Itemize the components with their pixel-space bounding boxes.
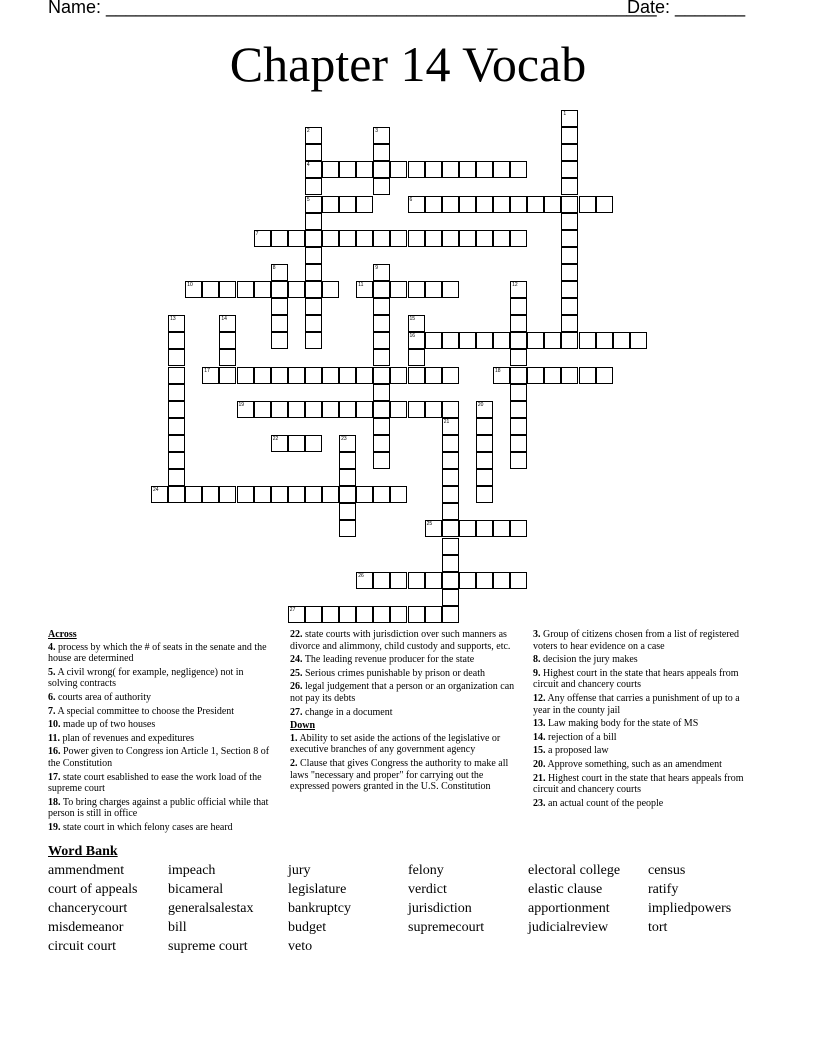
page-title: Chapter 14 Vocab — [229, 36, 587, 92]
crossword-cell[interactable] — [408, 572, 425, 589]
crossword-cell[interactable] — [561, 247, 578, 264]
crossword-cell[interactable] — [442, 435, 459, 452]
clue-down-13: 13. Law making body for the state of MS — [533, 718, 699, 730]
crossword-cell[interactable] — [476, 452, 493, 469]
crossword-cell[interactable] — [288, 367, 305, 384]
clues-column-1 — [48, 629, 270, 836]
crossword-cell[interactable] — [305, 247, 322, 264]
crossword-cell[interactable] — [305, 230, 322, 247]
crossword-cell[interactable] — [425, 401, 442, 418]
clue-number-label: 27 — [289, 606, 296, 613]
crossword-cell[interactable] — [390, 401, 407, 418]
clue-across-16: 16. Power given to Congress ion Article 1, Section 8 of the Constitution — [48, 746, 270, 769]
crossword-cell[interactable] — [271, 298, 288, 315]
crossword-cell[interactable] — [322, 606, 339, 623]
crossword-cell[interactable] — [254, 367, 271, 384]
crossword-cell[interactable] — [510, 230, 527, 247]
crossword-cell[interactable] — [476, 196, 493, 213]
crossword-cell[interactable] — [305, 606, 322, 623]
crossword-cell[interactable] — [339, 230, 356, 247]
crossword-cell[interactable] — [408, 401, 425, 418]
word-bank — [48, 863, 768, 958]
crossword-cell[interactable] — [596, 196, 613, 213]
clue-down-15: 15. a proposed law — [533, 745, 609, 757]
clue-number-label: 10 — [187, 282, 193, 288]
crossword-cell[interactable] — [356, 196, 373, 213]
crossword-cell[interactable] — [561, 281, 578, 298]
clue-across-27: 27. change in a document — [290, 706, 393, 718]
clue-down-12: 12. Any offense that carries a punishment of up to a year in the county jail — [533, 692, 740, 716]
clue-across-6: 6. courts area of authority — [48, 691, 152, 703]
crossword-cell[interactable] — [442, 401, 459, 418]
word-bank-item: veto — [288, 939, 313, 954]
crossword-cell[interactable] — [442, 332, 459, 349]
crossword-cell[interactable] — [425, 281, 442, 298]
crossword-cell[interactable] — [596, 367, 613, 384]
clue-down-20: 20. Approve something, such as an amendment — [533, 758, 722, 770]
clue-number-label: 23 — [341, 435, 347, 442]
name-field-label[interactable]: Name: _______________________________________________________ — [48, 0, 657, 17]
crossword-cell[interactable] — [476, 332, 493, 349]
crossword-cell[interactable] — [442, 196, 459, 213]
clue-number-label: 18 — [495, 367, 501, 374]
crossword-cell[interactable] — [561, 367, 578, 384]
clue-number-label: 22 — [272, 435, 279, 442]
clue-across-5: 5. A civil wrong( for example, negligence) not in solving contracts — [48, 666, 244, 690]
crossword-cell[interactable] — [271, 486, 288, 503]
crossword-cell[interactable] — [510, 418, 527, 435]
crossword-cell[interactable] — [373, 298, 390, 315]
crossword-cell[interactable] — [476, 520, 493, 537]
crossword-cell[interactable] — [322, 281, 339, 298]
clue-number-label: 13 — [170, 316, 176, 323]
word-bank-item: impliedpowers — [648, 901, 732, 916]
crossword-cell[interactable] — [425, 161, 442, 178]
crossword-cell[interactable] — [373, 401, 390, 418]
crossword-cell[interactable] — [493, 520, 510, 537]
crossword-cell[interactable] — [442, 503, 459, 520]
crossword-cell[interactable] — [561, 196, 578, 213]
crossword-cell[interactable] — [373, 384, 390, 401]
crossword-cell[interactable] — [168, 367, 185, 384]
crossword-cell[interactable] — [237, 486, 254, 503]
crossword-cell[interactable] — [442, 538, 459, 555]
crossword-cell[interactable] — [561, 264, 578, 281]
clue-across-22: 22. state courts with jurisdiction over such manners as divorce and alimmony, child custody and supports, etc. — [290, 629, 511, 652]
crossword-cell[interactable] — [254, 281, 271, 298]
crossword-cell[interactable] — [390, 230, 407, 247]
crossword-cell[interactable] — [579, 332, 596, 349]
crossword-cell[interactable] — [527, 332, 544, 349]
crossword-cell[interactable] — [561, 298, 578, 315]
crossword-cell[interactable] — [373, 486, 390, 503]
crossword-cell[interactable] — [561, 144, 578, 161]
crossword-cell[interactable] — [510, 367, 527, 384]
word-bank-item: misdemeanor — [48, 920, 124, 935]
crossword-cell[interactable] — [425, 332, 442, 349]
word-bank-item: bankruptcy — [288, 901, 351, 916]
word-bank-item: budget — [288, 920, 327, 935]
clue-down-21: 21. Highest court in the state that hears appeals from circuit and chancery courts — [533, 772, 744, 796]
crossword-cell[interactable] — [390, 606, 407, 623]
clue-across-11: 11. plan of revenues and expeditures — [48, 732, 195, 744]
crossword-cell[interactable] — [305, 144, 322, 161]
crossword-cell[interactable] — [442, 572, 459, 589]
word-bank-item: bicameral — [168, 882, 224, 897]
crossword-cell[interactable] — [339, 401, 356, 418]
crossword-cell[interactable] — [288, 486, 305, 503]
clue-number-label: 24 — [153, 487, 159, 494]
crossword-cell[interactable] — [510, 452, 527, 469]
crossword-cell[interactable] — [339, 196, 356, 213]
crossword-cell[interactable] — [510, 315, 527, 332]
crossword-cell[interactable] — [493, 572, 510, 589]
crossword-cell[interactable] — [339, 161, 356, 178]
crossword-cell[interactable] — [579, 367, 596, 384]
crossword-cell[interactable] — [408, 367, 425, 384]
crossword-cell[interactable] — [373, 161, 390, 178]
crossword-cell[interactable] — [356, 367, 373, 384]
crossword-cell[interactable] — [185, 486, 202, 503]
crossword-cell[interactable] — [373, 418, 390, 435]
crossword-cell[interactable] — [168, 401, 185, 418]
crossword-cell[interactable] — [373, 367, 390, 384]
crossword-cell[interactable] — [305, 178, 322, 195]
clue-number-label: 12 — [512, 282, 518, 288]
word-bank-item: supreme court — [168, 939, 248, 954]
clue-down-14: 14. rejection of a bill — [533, 731, 617, 743]
clue-number-label: 9 — [375, 264, 379, 271]
word-bank-title: Word Bank — [48, 844, 118, 859]
crossword-cell[interactable] — [168, 469, 185, 486]
clue-number-label: 4 — [306, 162, 310, 169]
crossword-cell[interactable] — [305, 486, 322, 503]
clue-across-26: 26. legal judgement that a person or an organization can not pay its debts — [290, 681, 515, 704]
crossword-cell[interactable] — [322, 486, 339, 503]
crossword-cell[interactable] — [390, 572, 407, 589]
word-bank-item: ammendment — [48, 863, 125, 878]
crossword-cell[interactable] — [442, 281, 459, 298]
crossword-cell[interactable] — [476, 435, 493, 452]
word-bank-item: legislature — [288, 882, 347, 897]
crossword-cell[interactable] — [305, 213, 322, 230]
crossword-cell[interactable] — [237, 281, 254, 298]
crossword-cell[interactable] — [322, 196, 339, 213]
clue-number-label: 19 — [238, 401, 245, 408]
crossword-cell[interactable] — [510, 298, 527, 315]
crossword-cell[interactable] — [442, 555, 459, 572]
clue-number-label: 15 — [409, 316, 416, 323]
crossword-cell[interactable] — [459, 520, 476, 537]
crossword-cell[interactable] — [305, 281, 322, 298]
crossword-cell[interactable] — [373, 281, 390, 298]
crossword-cell[interactable] — [356, 230, 373, 247]
crossword-cell[interactable] — [596, 332, 613, 349]
crossword-cell[interactable] — [356, 606, 373, 623]
clue-down-9: 9. Highest court in the state that hears appeals from circuit and chancery courts — [533, 667, 739, 691]
crossword-cell[interactable] — [442, 452, 459, 469]
crossword-cell[interactable] — [322, 367, 339, 384]
crossword-cell[interactable] — [322, 401, 339, 418]
clue-number-label: 14 — [221, 316, 227, 323]
clue-down-2: 2. Clause that gives Congress the authority to make all laws "necessary and proper" for carrying out the expressed powers granted in the U.S. Constitution — [290, 757, 509, 793]
clue-number-label: 8 — [272, 264, 276, 271]
date-field-label[interactable]: Date: _______ — [627, 0, 746, 17]
crossword-cell[interactable] — [510, 349, 527, 366]
crossword-cell[interactable] — [339, 469, 356, 486]
word-bank-item: judicialreview — [528, 920, 609, 935]
word-bank-item: court of appeals — [48, 882, 138, 897]
crossword-cell[interactable] — [425, 196, 442, 213]
crossword-cell[interactable] — [390, 486, 407, 503]
crossword-cell[interactable] — [510, 332, 527, 349]
crossword-cell[interactable] — [442, 606, 459, 623]
crossword-cell[interactable] — [288, 281, 305, 298]
crossword-cell[interactable] — [271, 230, 288, 247]
word-bank-item: impeach — [168, 863, 216, 878]
crossword-cell[interactable] — [237, 367, 254, 384]
crossword-cell[interactable] — [613, 332, 630, 349]
crossword-cell[interactable] — [561, 127, 578, 144]
crossword-cell[interactable] — [425, 606, 442, 623]
crossword-cell[interactable] — [510, 384, 527, 401]
crossword-cell[interactable] — [561, 332, 578, 349]
word-bank-item: apportionment — [528, 901, 610, 916]
crossword-cell[interactable] — [408, 161, 425, 178]
clue-across-18: 18. To bring charges against a public official while that person is still in office — [48, 796, 269, 820]
crossword-cell[interactable] — [373, 349, 390, 366]
crossword-cell[interactable] — [168, 384, 185, 401]
clue-number-label: 26 — [358, 572, 364, 579]
crossword-cell[interactable] — [373, 452, 390, 469]
crossword-cell[interactable] — [510, 196, 527, 213]
crossword-cell[interactable] — [339, 486, 356, 503]
crossword-cell[interactable] — [493, 196, 510, 213]
crossword-cell[interactable] — [630, 332, 647, 349]
crossword-cell[interactable] — [493, 332, 510, 349]
word-bank-item: ratify — [648, 882, 679, 897]
crossword-cell[interactable] — [322, 161, 339, 178]
clue-down-1: 1. Ability to set aside the actions of the legislative or executive branches of any government agency — [290, 732, 501, 756]
clues-column-2 — [290, 629, 520, 795]
crossword-cell[interactable] — [271, 332, 288, 349]
crossword-cell[interactable] — [168, 486, 185, 503]
clue-down-3: 3. Group of citizens chosen from a list of registered voters to hear evidence on a case — [533, 629, 740, 652]
crossword-cell[interactable] — [219, 367, 236, 384]
word-bank-item: verdict — [408, 882, 447, 897]
crossword-cell[interactable] — [305, 315, 322, 332]
crossword-cell[interactable] — [493, 230, 510, 247]
clue-number-label: 16 — [409, 333, 416, 340]
crossword-cell[interactable] — [288, 401, 305, 418]
crossword-cell[interactable] — [168, 418, 185, 435]
crossword-cell[interactable] — [442, 161, 459, 178]
crossword-cell[interactable] — [168, 332, 185, 349]
clue-across-25: 25. Serious crimes punishable by prison or death — [290, 667, 485, 679]
crossword-cell[interactable] — [339, 520, 356, 537]
crossword-cell[interactable] — [510, 161, 527, 178]
crossword-cell[interactable] — [219, 332, 236, 349]
crossword-cell[interactable] — [493, 161, 510, 178]
crossword-cell[interactable] — [305, 435, 322, 452]
crossword-cell[interactable] — [168, 435, 185, 452]
crossword-cell[interactable] — [202, 486, 219, 503]
clue-across-7: 7. A special committee to choose the President — [48, 705, 235, 717]
crossword-cell[interactable] — [305, 401, 322, 418]
crossword-cell[interactable] — [561, 178, 578, 195]
crossword-cell[interactable] — [390, 161, 407, 178]
crossword-cell[interactable] — [510, 401, 527, 418]
crossword-cell[interactable] — [254, 486, 271, 503]
across-heading: Across — [48, 629, 77, 640]
clue-down-8: 8. decision the jury makes — [533, 654, 638, 666]
clue-across-19: 19. state court in which felony cases are heard — [48, 821, 233, 833]
clue-number-label: 20 — [477, 401, 484, 408]
crossword-cell[interactable] — [442, 469, 459, 486]
crossword-cell[interactable] — [305, 332, 322, 349]
crossword-cell[interactable] — [339, 503, 356, 520]
clue-number-label: 21 — [443, 418, 450, 425]
crossword-cell[interactable] — [408, 349, 425, 366]
crossword-cell[interactable] — [373, 144, 390, 161]
crossword-cell[interactable] — [476, 161, 493, 178]
crossword-cell[interactable] — [271, 367, 288, 384]
word-bank-item: circuit court — [48, 939, 117, 954]
crossword-cell[interactable] — [305, 367, 322, 384]
crossword-cell[interactable] — [373, 606, 390, 623]
clues-column-3 — [533, 629, 755, 811]
crossword-cell[interactable] — [373, 332, 390, 349]
word-bank-item: tort — [648, 920, 668, 935]
crossword-cell[interactable] — [339, 367, 356, 384]
crossword-cell[interactable] — [442, 367, 459, 384]
word-bank-item: jurisdiction — [408, 901, 472, 916]
clue-number-label: 25 — [426, 521, 433, 528]
crossword-cell[interactable] — [288, 230, 305, 247]
crossword-cell[interactable] — [271, 401, 288, 418]
crossword-cell[interactable] — [202, 281, 219, 298]
crossword-cell[interactable] — [579, 196, 596, 213]
clue-number-label: 6 — [409, 196, 413, 203]
crossword-cell[interactable] — [408, 606, 425, 623]
crossword-cell[interactable] — [510, 572, 527, 589]
clue-across-10: 10. made up of two houses — [48, 719, 156, 731]
crossword-cell[interactable] — [168, 452, 185, 469]
crossword-cell[interactable] — [544, 196, 561, 213]
crossword-cell[interactable] — [476, 486, 493, 503]
crossword-cell[interactable] — [476, 418, 493, 435]
word-bank-item: felony — [408, 863, 444, 878]
clue-number-label: 3 — [375, 128, 379, 135]
crossword-cell[interactable] — [425, 367, 442, 384]
crossword-cell[interactable] — [373, 230, 390, 247]
crossword-cell[interactable] — [527, 367, 544, 384]
crossword-cell[interactable] — [527, 196, 544, 213]
word-bank-item: bill — [168, 920, 187, 935]
crossword-cell[interactable] — [271, 315, 288, 332]
word-bank-item: jury — [288, 863, 311, 878]
clue-number-label: 11 — [358, 282, 364, 288]
crossword-cell[interactable] — [459, 161, 476, 178]
crossword-cell[interactable] — [425, 230, 442, 247]
crossword-cell[interactable] — [459, 196, 476, 213]
clue-across-24: 24. The leading revenue producer for the state — [290, 654, 475, 666]
crossword-cell[interactable] — [459, 332, 476, 349]
crossword-cell[interactable] — [510, 520, 527, 537]
word-bank-item: generalsalestax — [168, 901, 254, 916]
crossword-cell[interactable] — [408, 230, 425, 247]
crossword-cell[interactable] — [168, 349, 185, 366]
crossword-cell[interactable] — [254, 401, 271, 418]
clue-across-4: 4. process by which the # of seats in the senate and the house are determined — [48, 641, 267, 665]
crossword-cell[interactable] — [373, 435, 390, 452]
clue-number-label: 2 — [306, 128, 310, 135]
word-bank-item: chancerycourt — [48, 901, 128, 916]
crossword-cell[interactable] — [544, 332, 561, 349]
clue-across-17: 17. state court esablished to ease the work load of the supreme court — [48, 771, 262, 795]
crossword-cell[interactable] — [356, 401, 373, 418]
crossword-cell[interactable] — [442, 520, 459, 537]
crossword-cell[interactable] — [356, 486, 373, 503]
crossword-cell[interactable] — [373, 572, 390, 589]
crossword-cell[interactable] — [390, 281, 407, 298]
clue-down-23: 23. an actual count of the people — [533, 797, 664, 809]
crossword-cell[interactable] — [561, 230, 578, 247]
crossword-cell[interactable] — [425, 572, 442, 589]
crossword-cell[interactable] — [339, 452, 356, 469]
crossword-cell[interactable] — [219, 281, 236, 298]
crossword-cell[interactable] — [476, 469, 493, 486]
crossword-cell[interactable] — [442, 486, 459, 503]
crossword-cell[interactable] — [219, 486, 236, 503]
crossword-cell[interactable] — [373, 178, 390, 195]
crossword-cell[interactable] — [339, 606, 356, 623]
crossword-cell[interactable] — [271, 281, 288, 298]
crossword-cell[interactable] — [510, 435, 527, 452]
crossword-cell[interactable] — [322, 230, 339, 247]
crossword-cell[interactable] — [459, 230, 476, 247]
crossword-cell[interactable] — [442, 230, 459, 247]
crossword-cell[interactable] — [476, 572, 493, 589]
clue-number-label: 1 — [563, 111, 567, 117]
crossword-cell[interactable] — [408, 281, 425, 298]
crossword-cell[interactable] — [356, 161, 373, 178]
crossword-cell[interactable] — [305, 298, 322, 315]
crossword-cell[interactable] — [544, 367, 561, 384]
word-bank-item: elastic clause — [528, 882, 603, 897]
crossword-cell[interactable] — [373, 315, 390, 332]
word-bank-item: census — [648, 863, 686, 878]
crossword-cell[interactable] — [305, 264, 322, 281]
clue-number-label: 7 — [255, 230, 259, 237]
crossword-cell[interactable] — [390, 367, 407, 384]
word-bank-item: electoral college — [528, 863, 621, 878]
crossword-cell[interactable] — [442, 589, 459, 606]
crossword-cell[interactable] — [288, 435, 305, 452]
crossword-cell[interactable] — [561, 161, 578, 178]
crossword-cell[interactable] — [219, 349, 236, 366]
crossword-cell[interactable] — [561, 213, 578, 230]
crossword-cell[interactable] — [476, 230, 493, 247]
down-heading: Down — [290, 720, 316, 732]
clue-number-label: 5 — [306, 196, 310, 203]
clue-number-label: 17 — [204, 367, 210, 374]
crossword-cell[interactable] — [459, 572, 476, 589]
crossword-cell[interactable] — [561, 315, 578, 332]
word-bank-item: supremecourt — [408, 920, 485, 935]
